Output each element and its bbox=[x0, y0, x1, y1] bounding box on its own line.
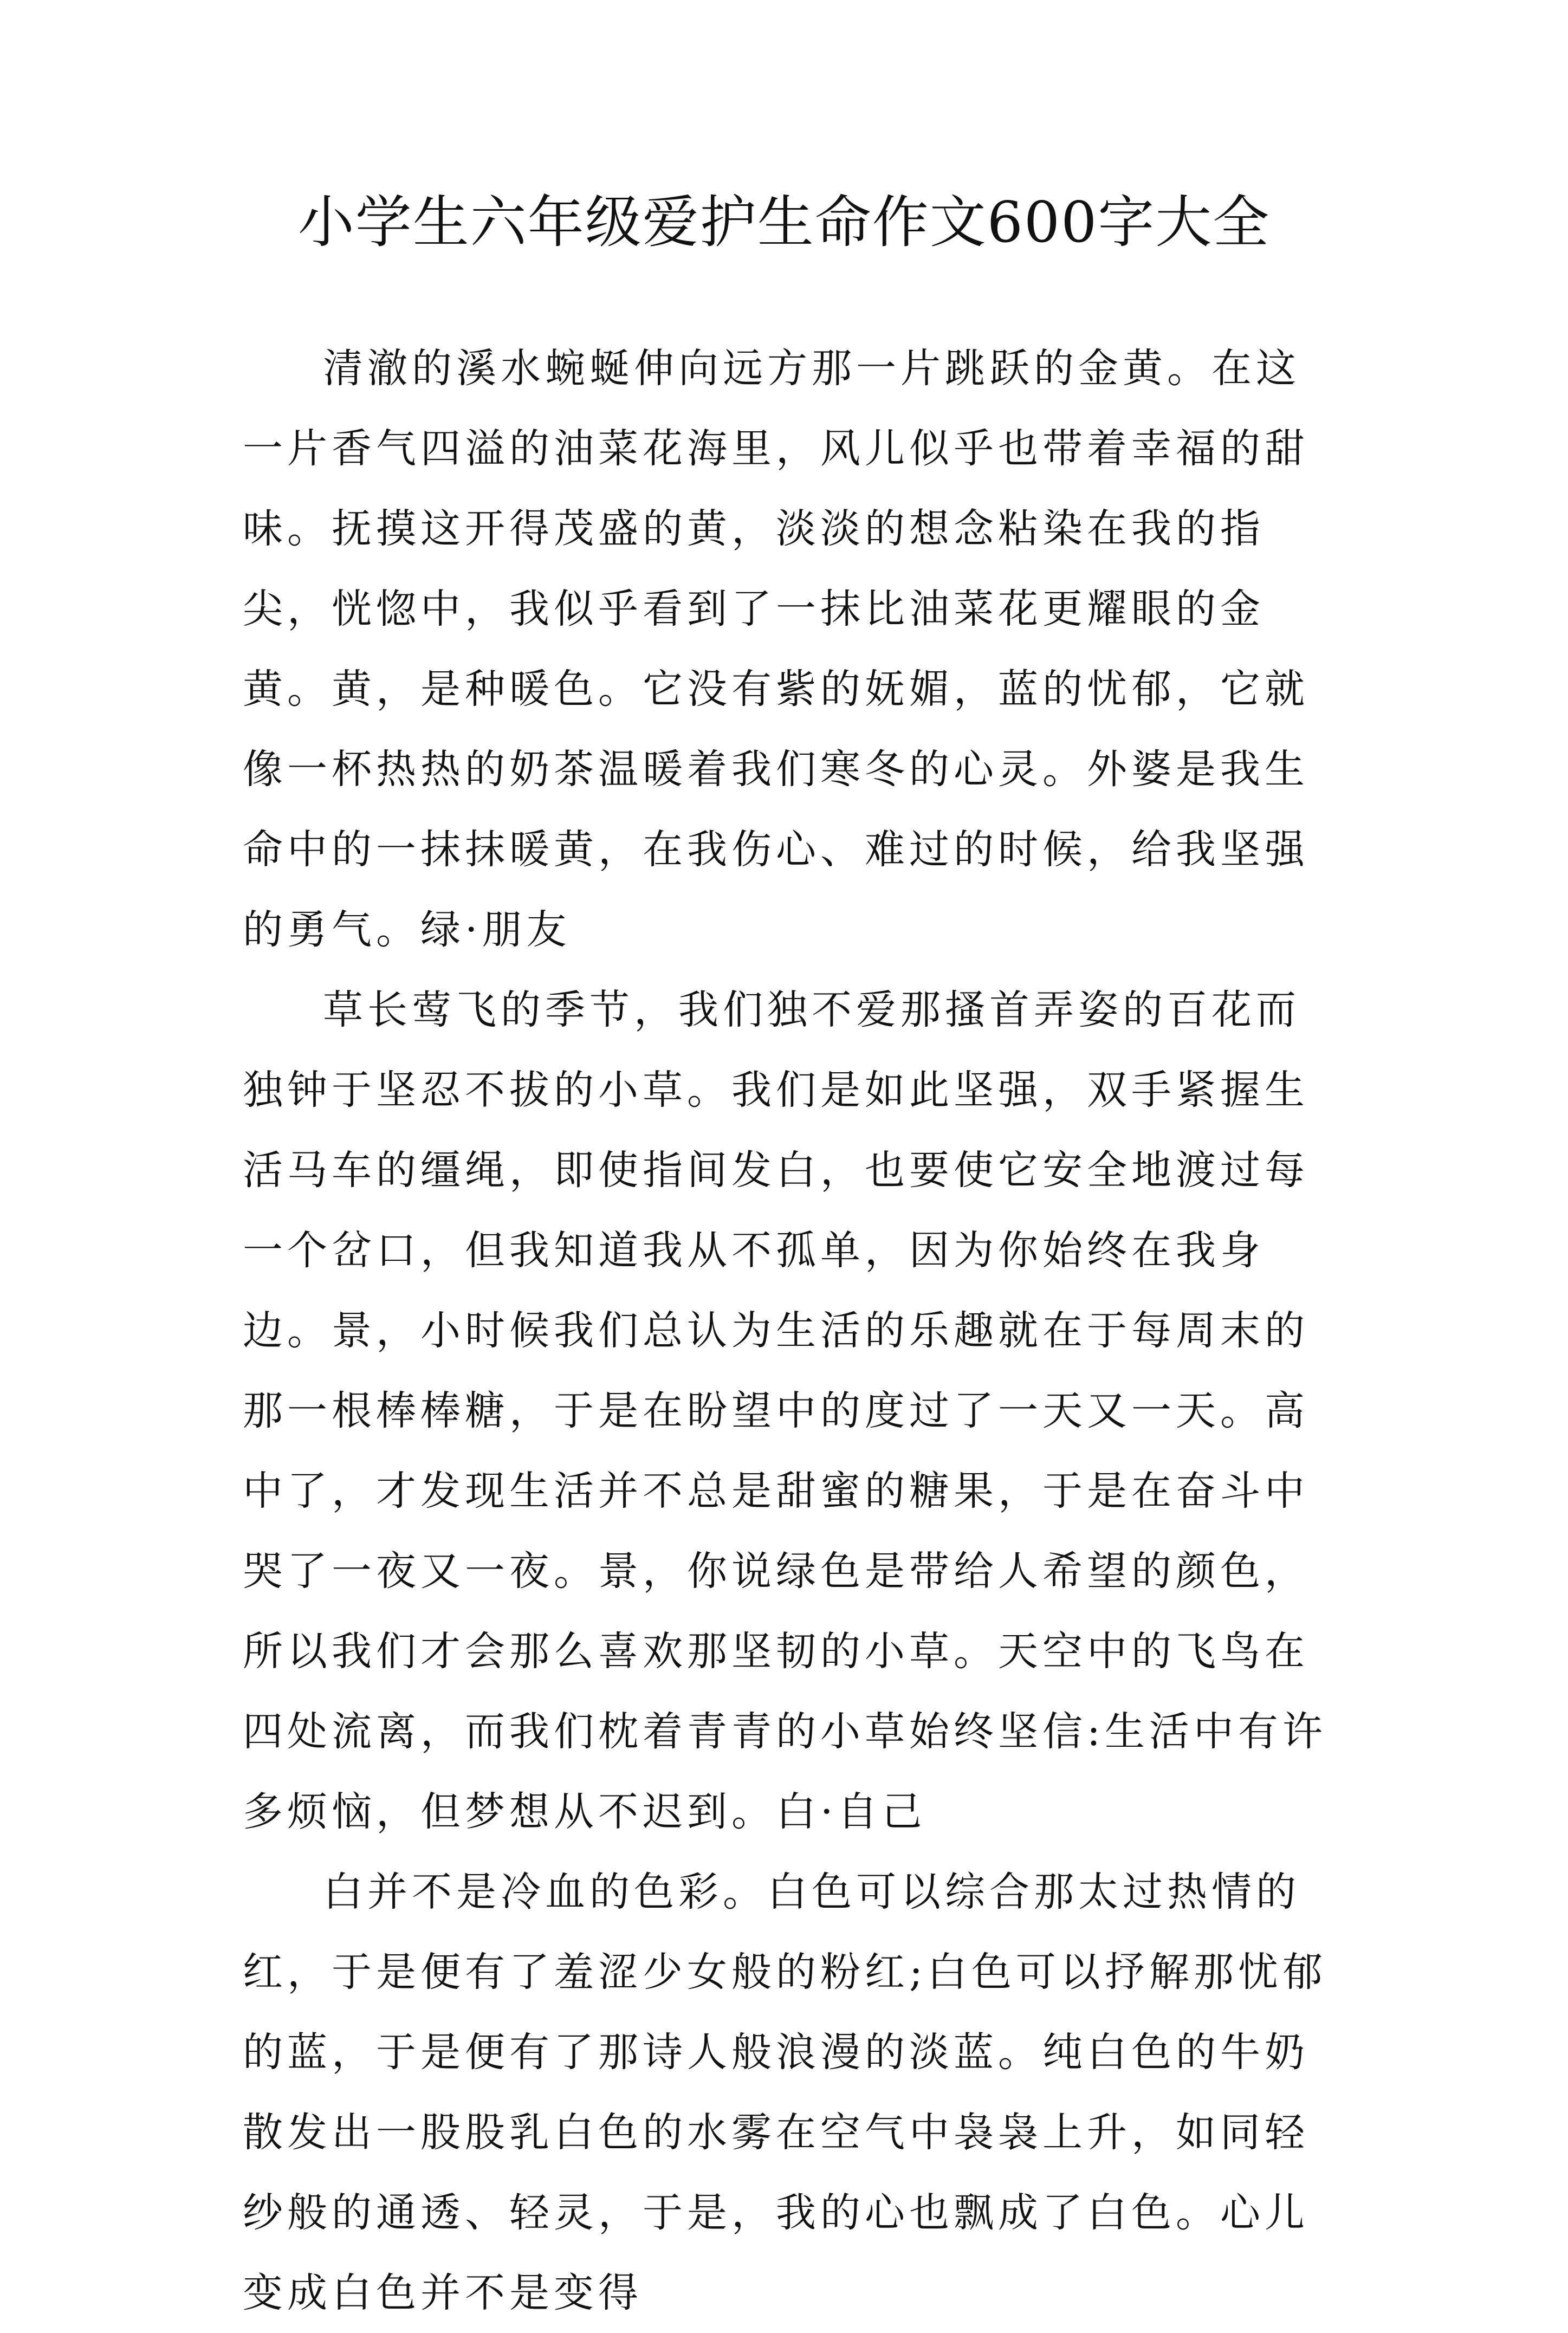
page-title: 小学生六年级爱护生命作文600字大全 bbox=[297, 189, 1271, 255]
article-body bbox=[243, 328, 1337, 2333]
paragraph-3: 白并不是冷血的色彩。白色可以综合那太过热情的红，于是便有了羞涩少女般的粉红;白色可以抒解那忧郁的蓝，于是便有了那诗人般浪漫的淡蓝。纯白色的牛奶散发出一股股乳白色的水雾在空气中袅袅上升，如同轻纱般的通透、轻灵，于是，我的心也飘成了白色。心儿变成白色并不是变得 bbox=[243, 1869, 1327, 2316]
paragraph-1: 清澈的溪水蜿蜒伸向远方那一片跳跃的金黄。在这一片香气四溢的油菜花海里，风儿似乎也带着幸福的甜味。抚摸这开得茂盛的黄，淡淡的想念粘染在我的指尖，恍惚中，我似乎看到了一抹比油菜花更耀眼的金黄。黄，是种暖色。它没有紫的妩媚，蓝的忧郁，它就像一杯热热的奶茶温暖着我们寒冬的心灵。外婆是我生命中的一抹抹暖黄，在我伤心、难过的时候，给我坚强的勇气。绿·朋友 bbox=[243, 345, 1309, 953]
paragraph-2: 草长莺飞的季节，我们独不爱那搔首弄姿的百花而独钟于坚忍不拔的小草。我们是如此坚强，双手紧握生活马车的缰绳，即使指间发白，也要使它安全地渡过每一个岔口，但我知道我从不孤单，因为你始终在我身边。景，小时候我们总认为生活的乐趣就在于每周末的那一根棒棒糖，于是在盼望中的度过了一天又一天。高中了，才发现生活并不总是甜蜜的糖果，于是在奋斗中哭了一夜又一夜。景，你说绿色是带给人希望的颜色，所以我们才会那么喜欢那坚韧的小草。天空中的飞鸟在四处流离，而我们枕着青青的小草始终坚信:生活中有许多烦恼，但梦想从不迟到。白·自己 bbox=[243, 987, 1327, 1835]
